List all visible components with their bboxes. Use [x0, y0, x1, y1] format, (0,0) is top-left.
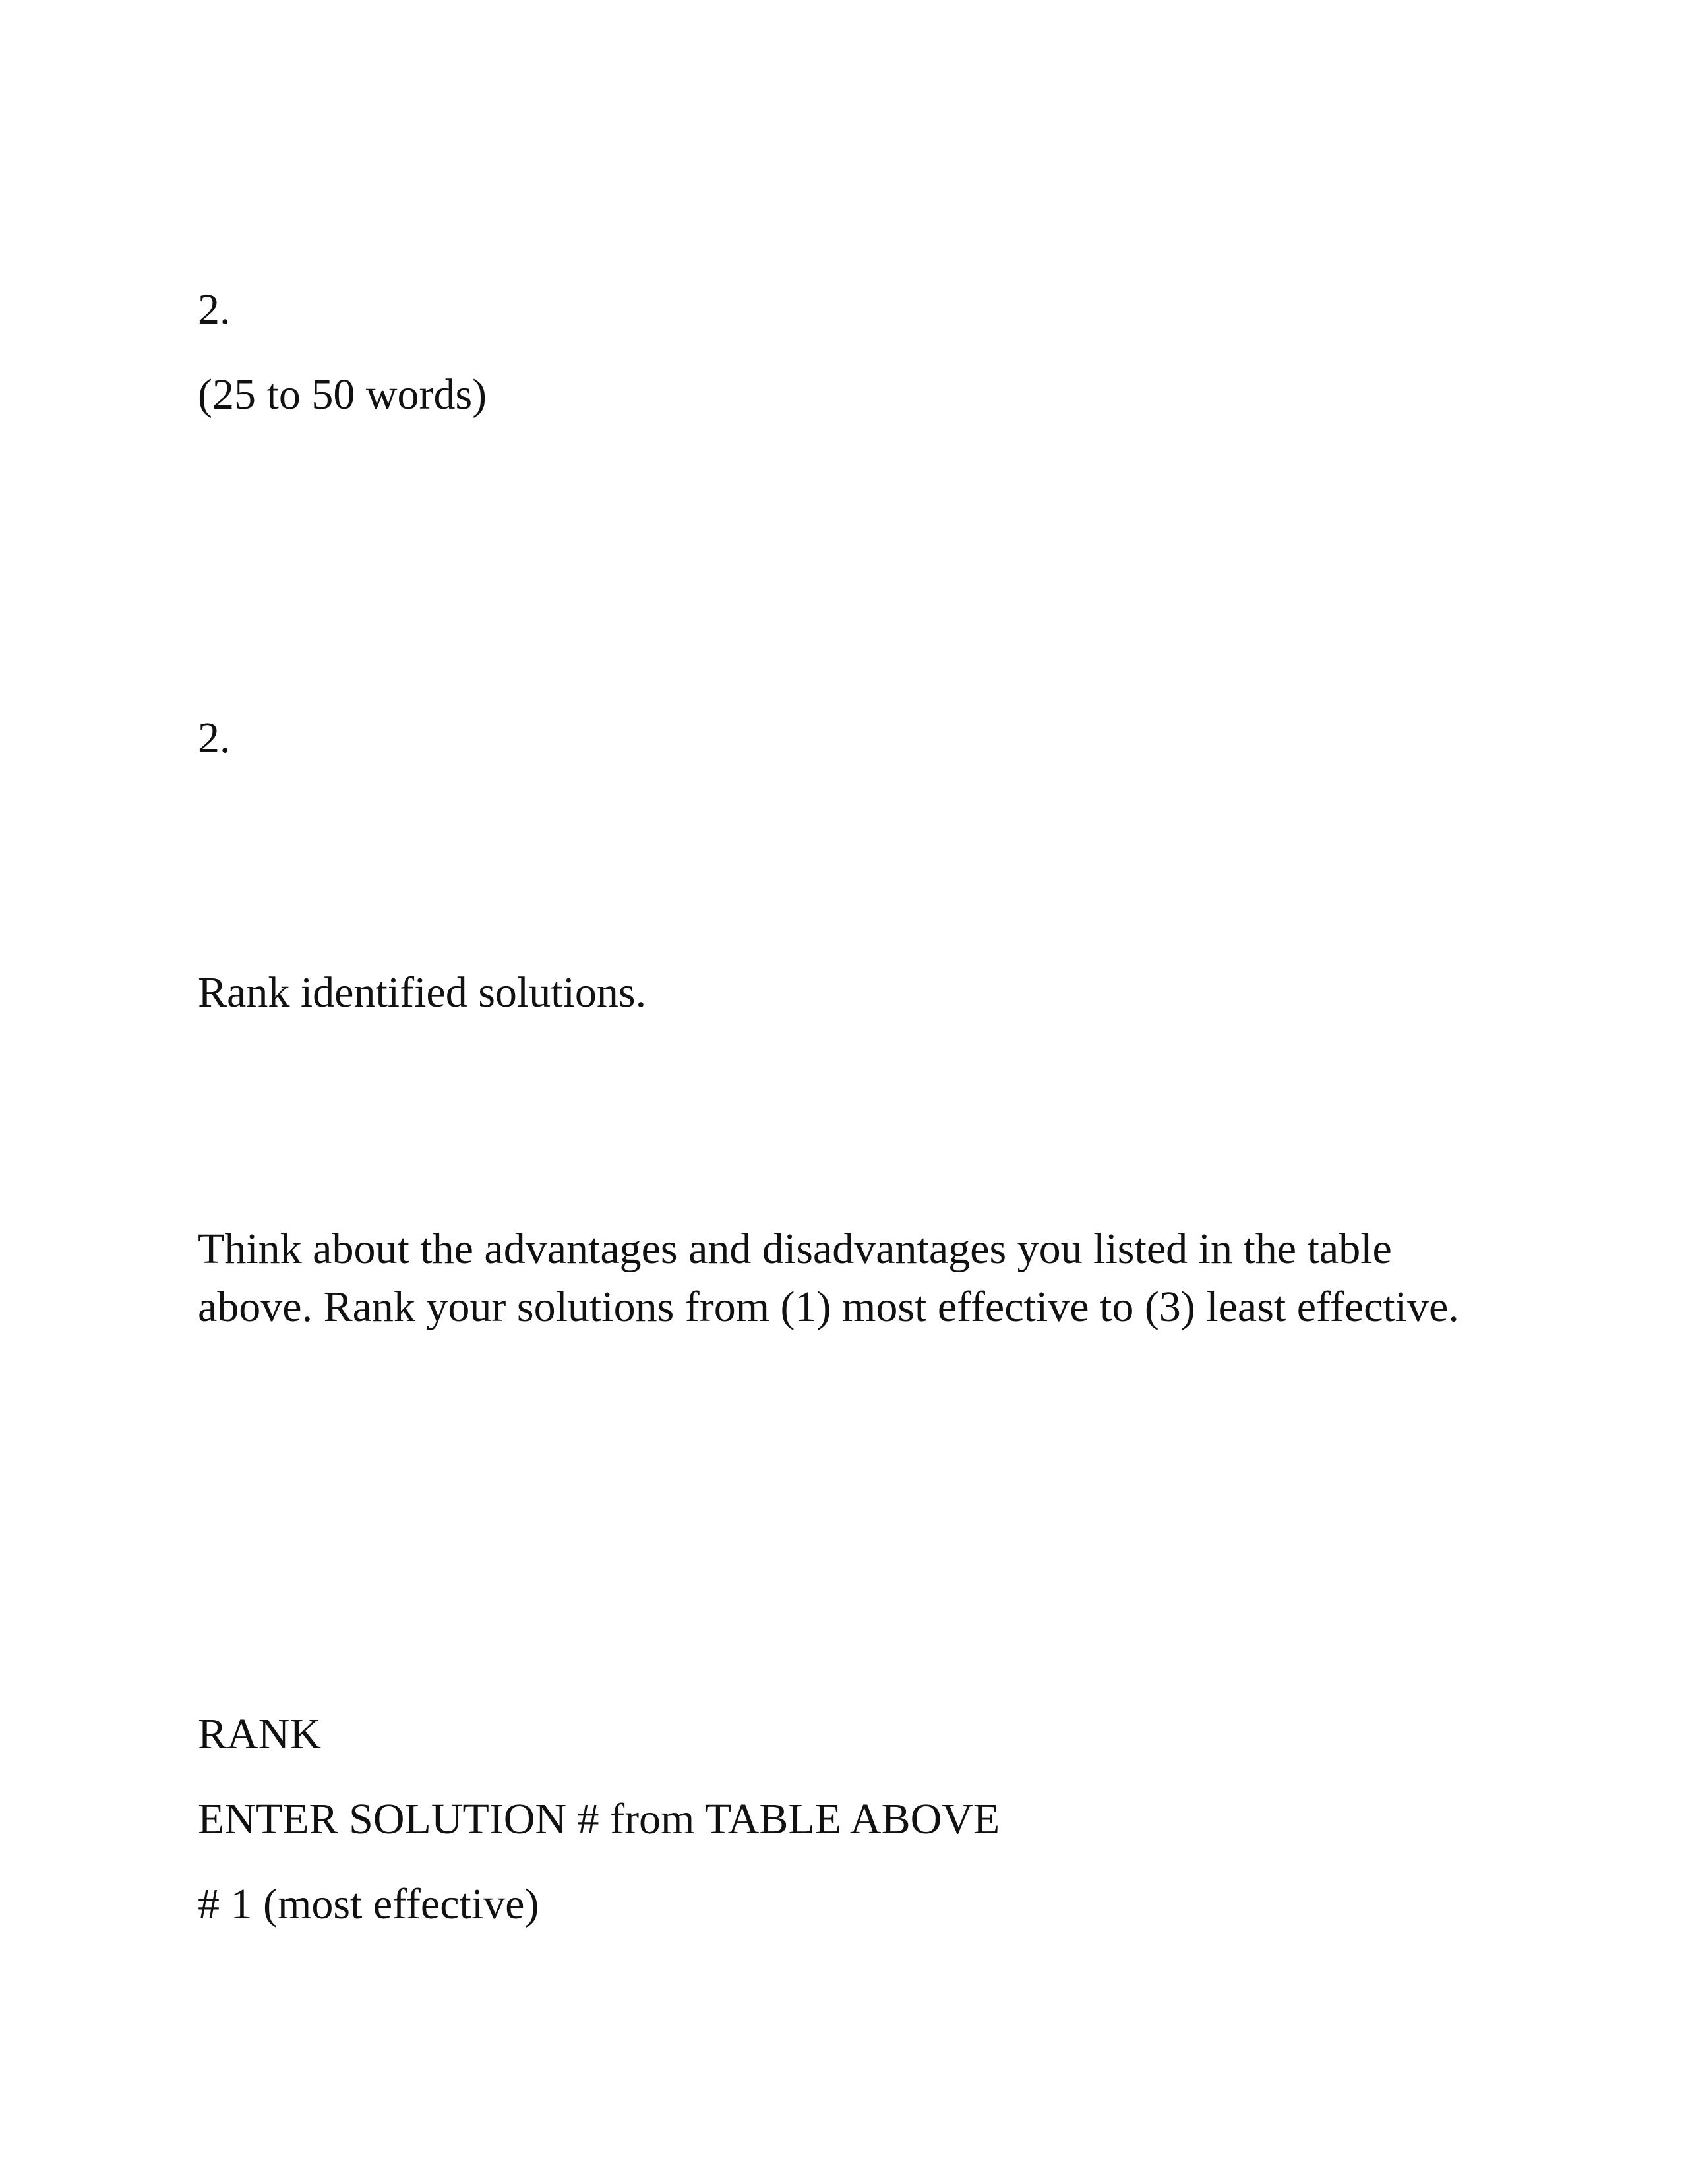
item-number: 2. — [198, 714, 231, 762]
section-heading: Rank identified solutions. — [198, 968, 647, 1017]
rank-header: RANK — [198, 1710, 322, 1758]
word-count-hint: (25 to 50 words) — [198, 370, 487, 419]
instruction-text: Think about the advantages and disadvantages you listed in the table — [198, 1225, 1392, 1273]
solution-column-header: ENTER SOLUTION # from TABLE ABOVE — [198, 1795, 1000, 1843]
item-number: 2. — [198, 285, 231, 334]
instruction-text: above. Rank your solutions from (1) most effective to (3) least effective. — [198, 1283, 1459, 1331]
rank-row-label: # 1 (most effective) — [198, 1880, 539, 1928]
